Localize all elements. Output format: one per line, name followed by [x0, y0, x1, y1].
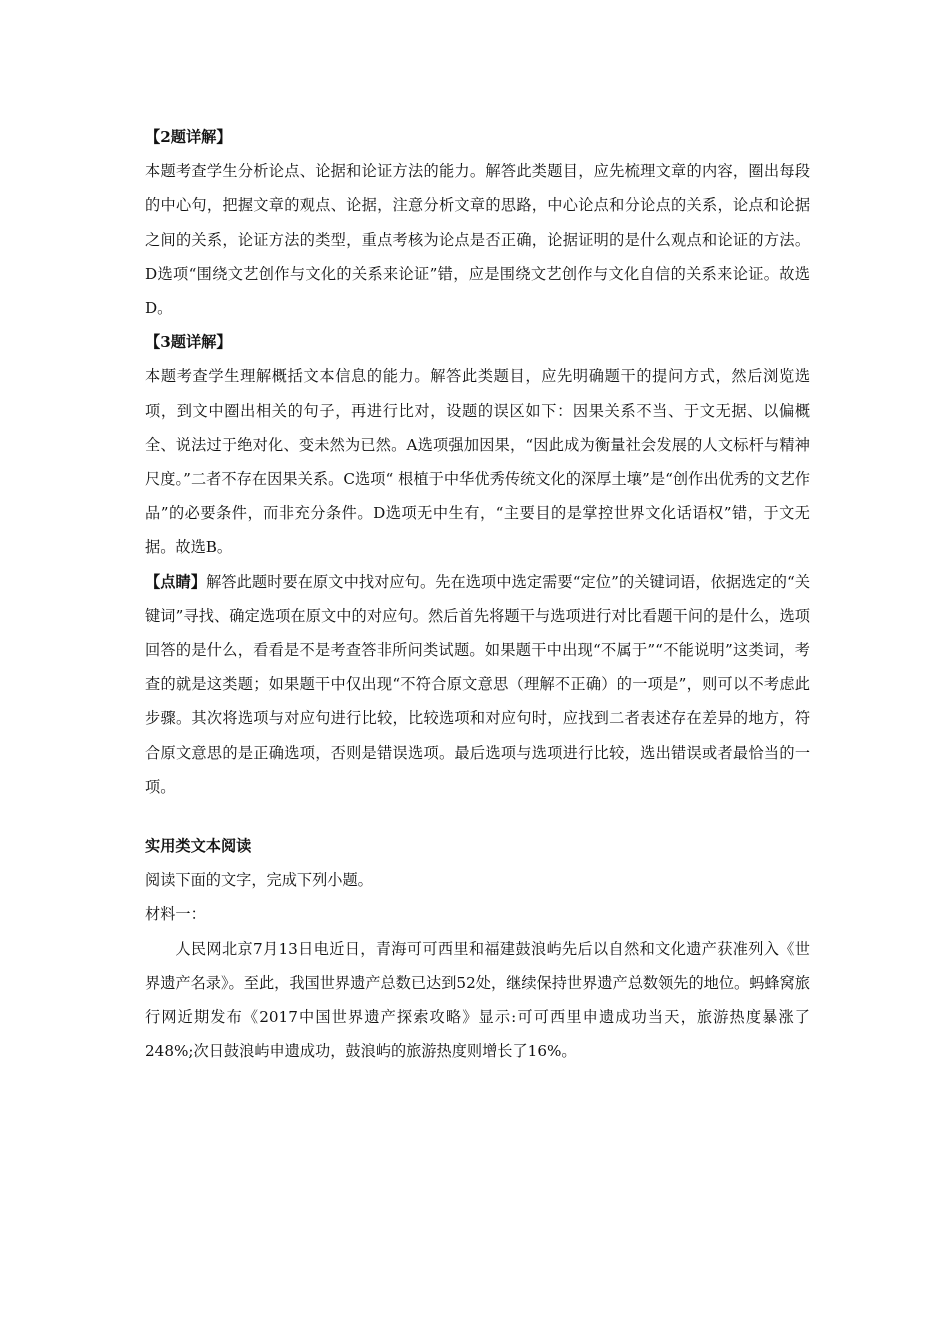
q2-body: 本题考查学生分析论点、论据和论证方法的能力。解答此类题目，应先梳理文章的内容，圈出每段的中心句，把握文章的观点、论据，注意分析文章的思路，中心论点和分论点的关系，论点和论据之间的关系，论证方法的类型，重点考核为论点是否正确，论据证明的是什么观点和论证的方法。D选项“围绕文艺创作与文化的关系来论证”错，应是围绕文艺创作与文化自信的关系来论证。故选D。 [145, 162, 810, 318]
document-page [145, 120, 810, 1068]
q2-heading: 【2题详解】 [145, 128, 232, 146]
section-title: 实用类文本阅读 [145, 837, 252, 856]
section-gap [145, 804, 810, 829]
tip-heading: 【点睛】 [145, 572, 207, 591]
tip-body: 解答此题时要在原文中找对应句。先在选项中选定需要“定位”的关键词语，依据选定的“关键词”寻找、确定选项在原文中的对应句。然后首先将题干与选项进行对比看题干问的是什么，选项回答的是什么，看看是不是考查答非所问类试题。如果题干中出现“不属于”“不能说明”这类词，考查的就是这类题；如果题干中仅出现“不符合原文意思（理解不正确）的一项是”，则可以不考虑此步骤。其次将选项与对应句进行比较，比较选项和对应句时，应找到二者表述存在差异的地方，符合原文意思的是正确选项，否则是错误选项。最后选项与选项进行比较，选出错误或者最恰当的一项。 [145, 572, 811, 796]
q3-heading: 【3题详解】 [145, 333, 232, 352]
tip-paragraph [145, 565, 810, 804]
material-text: 人民网北京7月13日电近日，青海可可西里和福建鼓浪屿先后以自然和文化遗产获准列入《世界遗产名录》。至此，我国世界遗产总数已达到52处，继续保持世界遗产总数领先的地位。蚂蜂窝旅行网近期发布《2017中国世界遗产探索攻略》显示:可可西里申遗成功当天，旅游热度暴涨了248%;次日鼓浪屿申遗成功，鼓浪屿的旅游热度则增长了16%。 [145, 939, 810, 1061]
q2-explanation [145, 120, 810, 325]
q3-body: 本题考查学生理解概括文本信息的能力。解答此类题目，应先明确题干的提问方式，然后浏览选项，到文中圈出相关的句子，再进行比对，设题的误区如下：因果关系不当、于文无据、以偏概全、说法过于绝对化、变未然为已然。A选项强加因果，“因此成为衡量社会发展的人文标杆与精神尺度。”二者不存在因果关系。C选项“ 根植于中华优秀传统文化的深厚土壤”是“创作出优秀的文艺作品”的必要条件，而非充分条件。D选项无中生有，“主要目的是掌控世界文化话语权”错，于文无据。故选B。 [145, 367, 810, 557]
practical-reading-section [145, 829, 810, 1068]
section-instruction: 阅读下面的文字，完成下列小题。 [145, 871, 373, 890]
material-label: 材料一： [145, 905, 206, 924]
q3-explanation [145, 325, 810, 564]
